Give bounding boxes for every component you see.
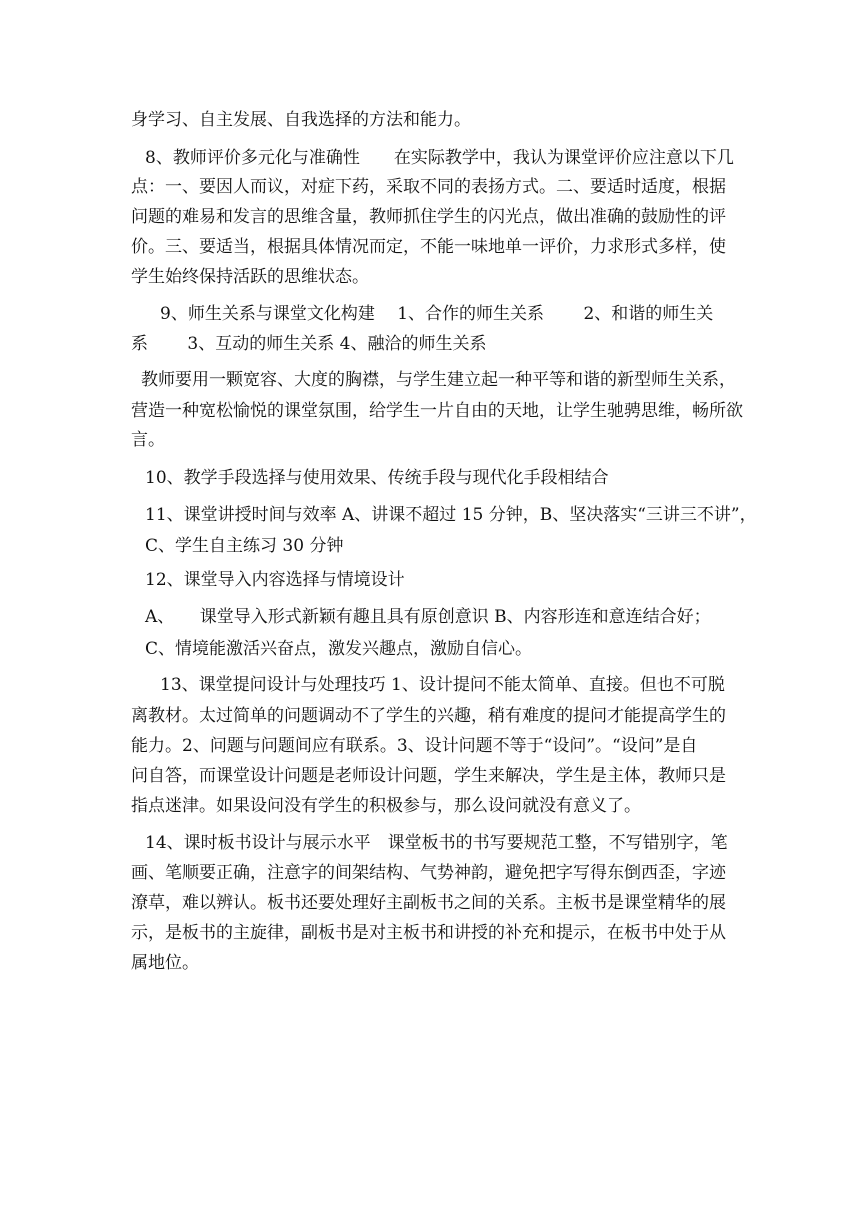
text-line: 学生始终保持活跃的思维状态。 <box>131 267 369 287</box>
text-line: 点：一、要因人而议，对症下药，采取不同的表扬方式。二、要适时适度，根据 <box>131 177 726 197</box>
text-line: 12、课堂导入内容选择与情境设计 <box>145 570 405 590</box>
text-line: 营造一种宽松愉悦的课堂氛围，给学生一片自由的天地，让学生驰骋思维，畅所欲 <box>131 401 743 421</box>
text-line: 指点迷津。如果设问没有学生的积极参与，那么设问就没有意义了。 <box>131 796 641 816</box>
text-line: 潦草，难以辨认。板书还要处理好主副板书之间的关系。主板书是课堂精华的展 <box>131 893 726 913</box>
text-line: 14、课时板书设计与展示水平 课堂板书的书写要规范工整，不写错别字，笔 <box>145 833 728 853</box>
text-line: 身学习、自主发展、自我选择的方法和能力。 <box>131 110 471 130</box>
text-line: 8、教师评价多元化与准确性 在实际教学中，我认为课堂评价应注意以下几 <box>145 148 734 168</box>
text-line: 言。 <box>131 430 165 450</box>
text-line: 问题的难易和发言的思维含量，教师抓住学生的闪光点，做出准确的鼓励性的评 <box>131 207 726 227</box>
text-line: 问自答，而课堂设计问题是老师设计问题，学生来解决，学生是主体，教师只是 <box>131 766 726 786</box>
text-line: A、 课堂导入形式新颖有趣且具有原创意识 B、内容形连和意连结合好； <box>145 607 711 627</box>
text-line: 9、师生关系与课堂文化构建 1、合作的师生关系 2、和谐的师生关 <box>160 304 714 324</box>
text-line: 示，是板书的主旋律，副板书是对主板书和讲授的补充和提示，在板书中处于从 <box>131 923 726 943</box>
text-line: 离教材。太过简单的问题调动不了学生的兴趣，稍有难度的提问才能提高学生的 <box>131 706 726 726</box>
text-line: 10、教学手段选择与使用效果、传统手段与现代化手段相结合 <box>145 468 609 488</box>
text-line: 系 3、互动的师生关系 4、融洽的师生关系 <box>131 334 487 354</box>
text-line: 教师要用一颗宽容、大度的胸襟，与学生建立起一种平等和谐的新型师生关系， <box>141 370 736 390</box>
text-line: 价。三、要适当，根据具体情况而定，不能一味地单一评价，力求形式多样，使 <box>131 237 726 257</box>
text-line: 13、课堂提问设计与处理技巧 1、设计提问不能太简单、直接。但也不可脱 <box>160 675 725 695</box>
text-line: 11、课堂讲授时间与效率 A、讲课不超过 15 分钟，B、坚决落实“三讲三不讲”， <box>145 505 757 525</box>
text-line: 画、笔顺要正确，注意字的间架结构、气势神韵，避免把字写得东倒西歪，字迹 <box>131 863 726 883</box>
text-line: 属地位。 <box>131 953 199 973</box>
text-line: 能力。2、问题与问题间应有联系。3、设计问题不等于“设问”。“设问”是自 <box>131 736 698 756</box>
text-line: C、学生自主练习 30 分钟 <box>145 536 344 556</box>
text-line: C、情境能激活兴奋点，激发兴趣点，激励自信心。 <box>145 639 533 659</box>
